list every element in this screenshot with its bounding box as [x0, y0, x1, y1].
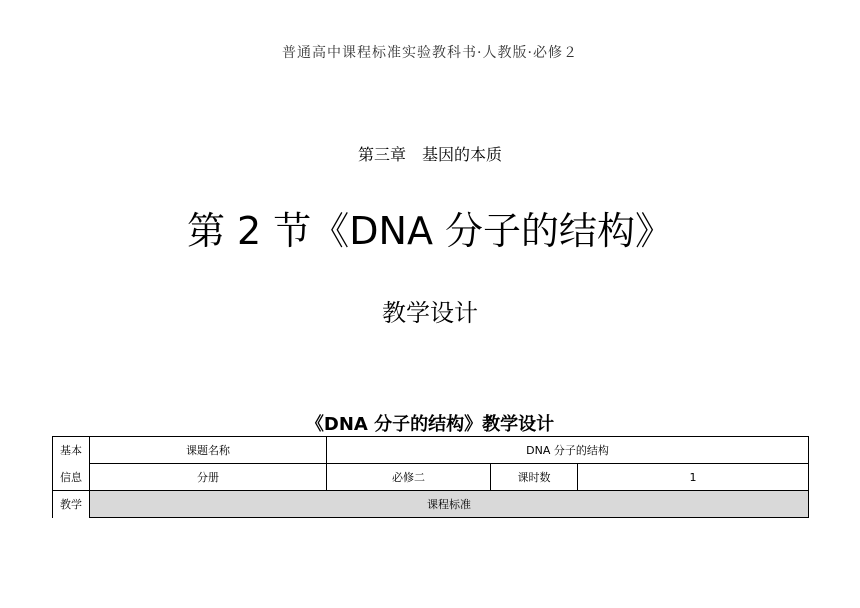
- side-label-basic: 基本: [53, 437, 90, 464]
- class-hours-label: 课时数: [491, 464, 578, 491]
- page-header: 普通高中课程标准实验教科书·人教版·必修２: [282, 45, 578, 61]
- table-row: [53, 437, 809, 464]
- chapter-heading: 第三章 基因的本质: [357, 145, 502, 164]
- side-label-info: 信息: [53, 464, 90, 491]
- side-label-teaching: 教学: [53, 491, 90, 518]
- table-row: [53, 491, 809, 518]
- course-name-value: DNA 分子的结构: [327, 437, 809, 464]
- course-name-label: 课题名称: [90, 437, 327, 464]
- table-title: 《DNA 分子的结构》教学设计: [305, 414, 555, 435]
- page-subtitle: 教学设计: [382, 299, 478, 327]
- table-row: [53, 464, 809, 491]
- curriculum-standard-header: 课程标准: [90, 491, 809, 518]
- class-hours-value: 1: [578, 464, 809, 491]
- volume-value: 必修二: [327, 464, 491, 491]
- page-title: 第 2 节《DNA 分子的结构》: [186, 209, 674, 253]
- lesson-info-table: [52, 436, 809, 518]
- volume-label: 分册: [90, 464, 327, 491]
